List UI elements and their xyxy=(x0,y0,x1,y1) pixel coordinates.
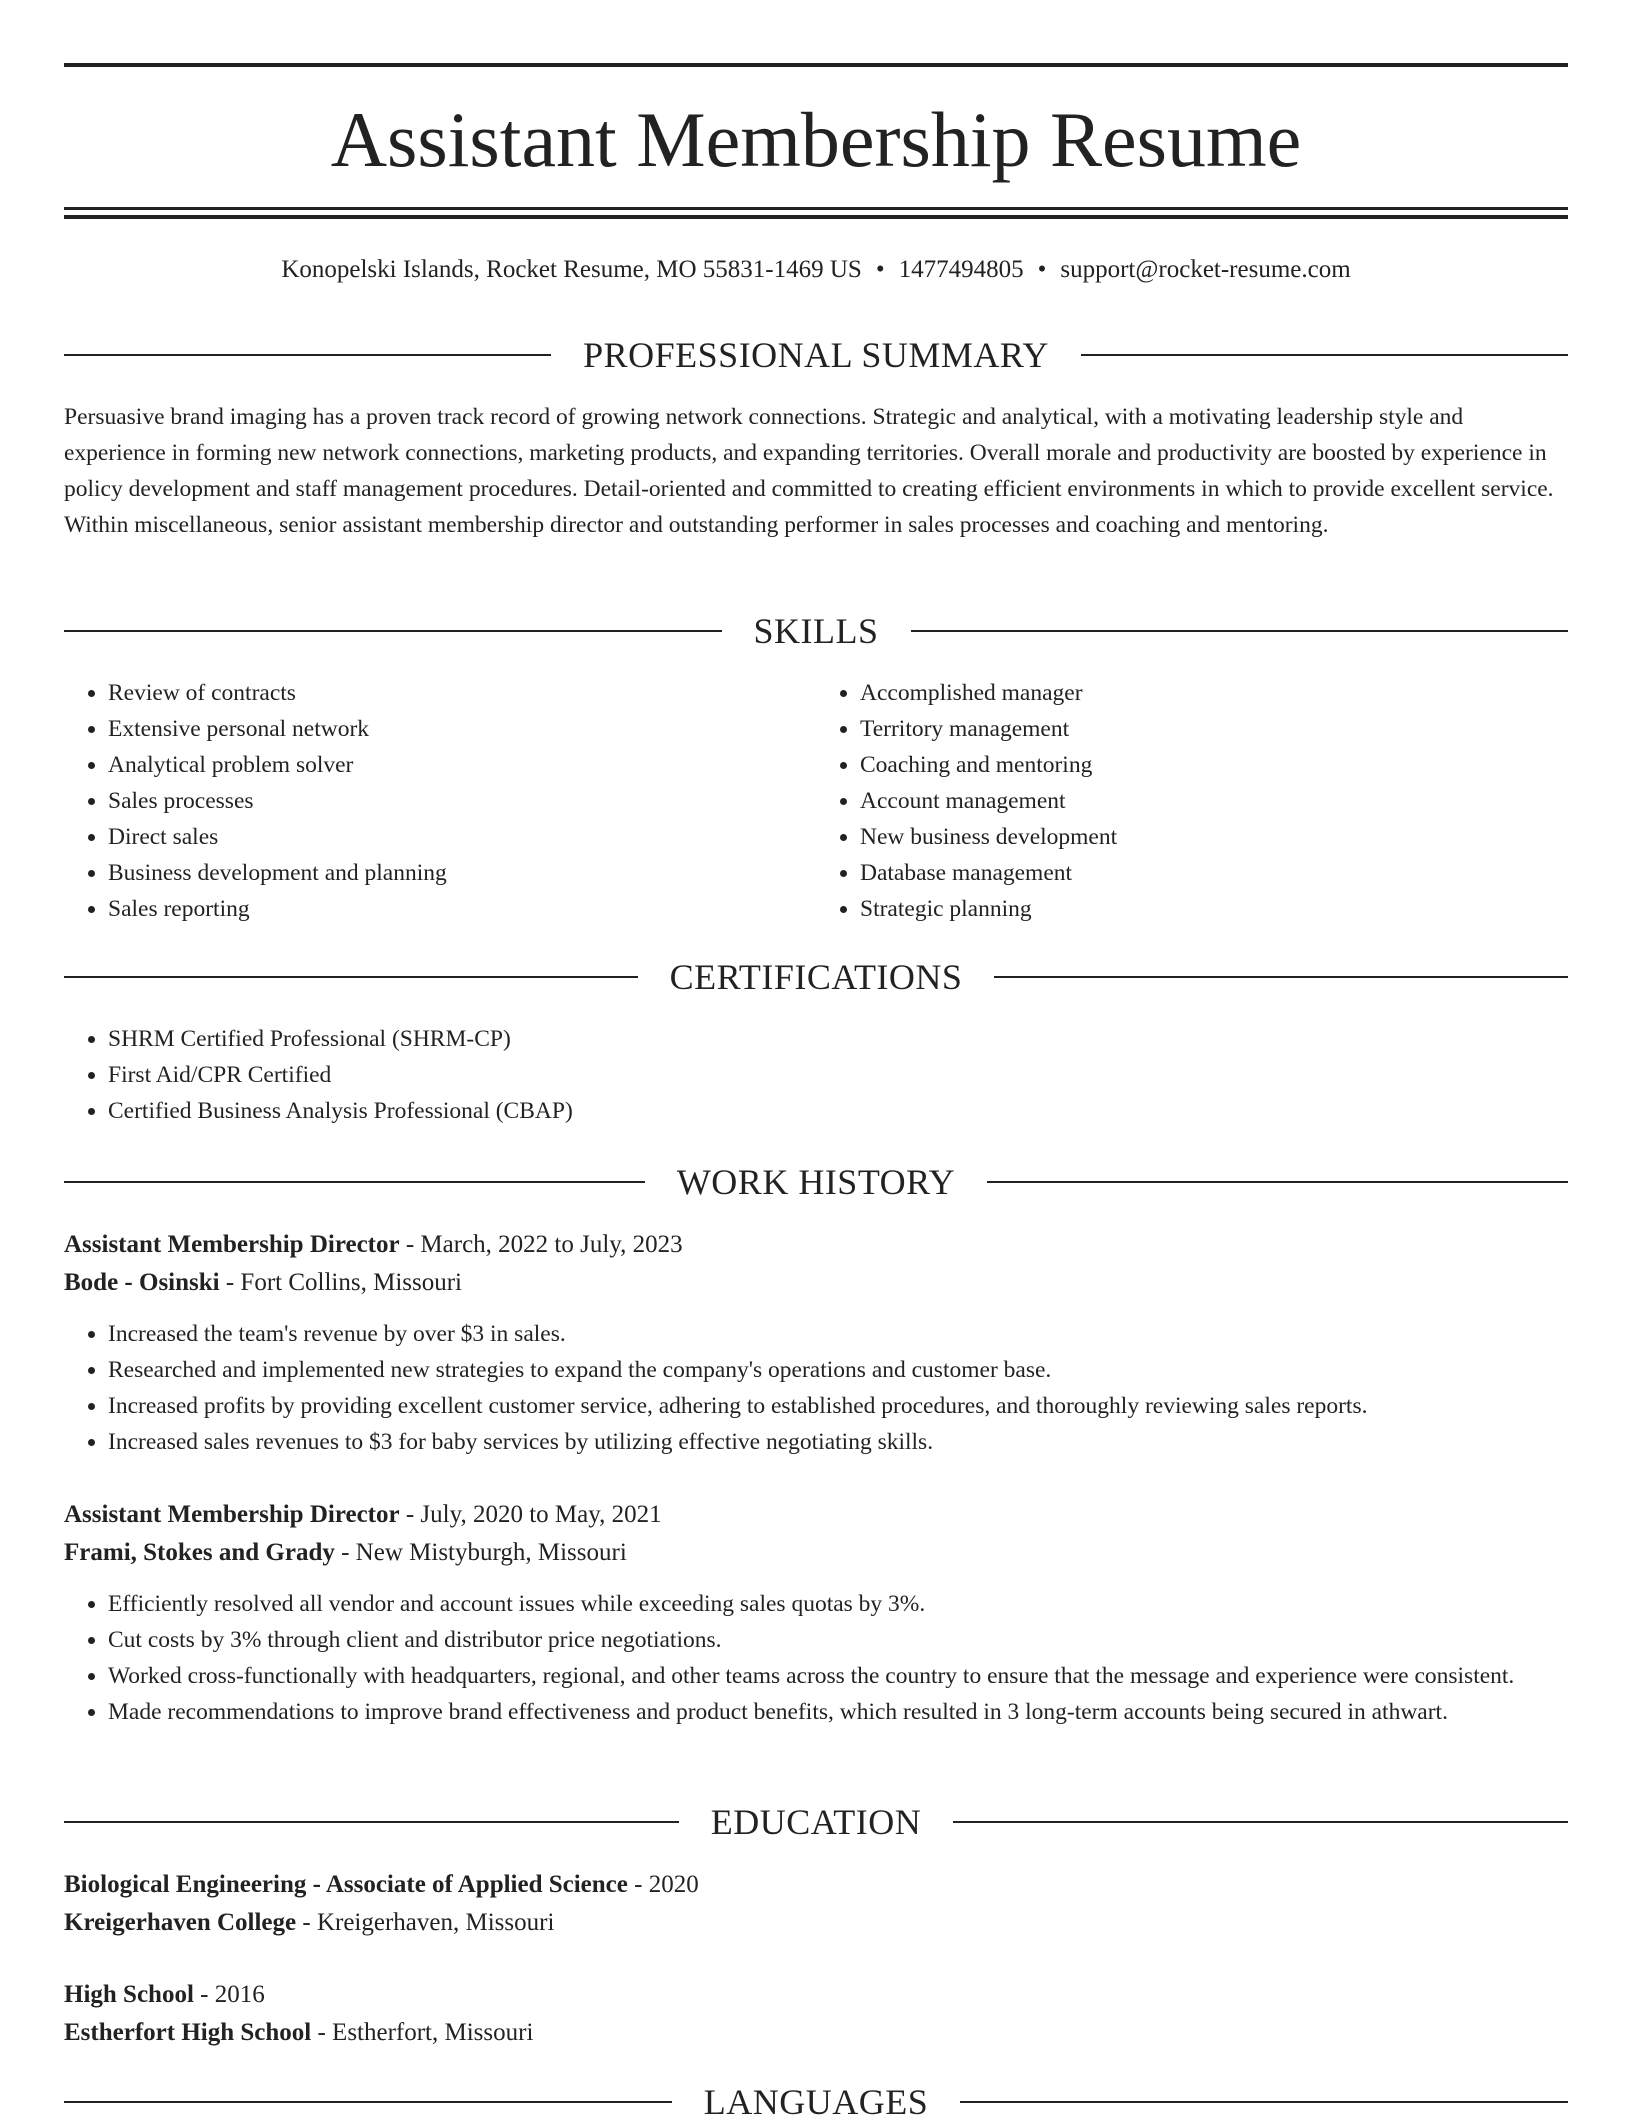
heading-rule-right xyxy=(987,1181,1568,1183)
contact-separator: • xyxy=(1037,256,1047,283)
section-heading-languages xyxy=(64,2080,1568,2124)
education-degree: High School xyxy=(64,1981,194,2008)
title-double-rule xyxy=(64,207,1568,219)
skill-item: • Database management xyxy=(860,855,1568,891)
job-bullet: • Cut costs by 3% through client and distributor price negotiations. xyxy=(108,1622,1568,1658)
heading-rule-left xyxy=(64,2101,672,2103)
heading-rule-left xyxy=(64,354,551,356)
contact-line xyxy=(64,252,1568,288)
skills-column-left xyxy=(64,675,816,927)
job-bullets xyxy=(64,1316,1568,1460)
education-school: Kreigerhaven College xyxy=(64,1909,297,1936)
job-company: Frami, Stokes and Grady xyxy=(64,1539,335,1566)
contact-email: support@rocket-resume.com xyxy=(1060,256,1351,283)
section-title-education: EDUCATION xyxy=(710,1802,922,1842)
job-company: Bode - Osinski xyxy=(64,1269,220,1296)
heading-rule-right xyxy=(1081,354,1568,356)
education-degree-line xyxy=(64,1866,1568,1904)
summary-text: Persuasive brand imaging has a proven track record of growing network connections. Strategic and analytical, with a motivating leadership style and experience in forming new network connections, marketing products, and expanding territories. Overall morale and productivity are boosted by experience in policy development and staff management procedures. Detail-oriented and committed to creating efficient environments in which to provide excellent service. Within miscellaneous, senior assistant membership director and outstanding performer in sales processes and coaching and mentoring. xyxy=(64,404,1554,538)
skill-item: • Sales reporting xyxy=(108,891,816,927)
certification-item: • Certified Business Analysis Professional (CBAP) xyxy=(108,1093,1568,1129)
job-title-line xyxy=(64,1496,1568,1534)
section-heading-skills xyxy=(64,609,1568,653)
certifications-list xyxy=(64,1021,1568,1129)
skill-item: • Accomplished manager xyxy=(860,675,1568,711)
skill-item: • Account management xyxy=(860,783,1568,819)
skill-item: • Business development and planning xyxy=(108,855,816,891)
skill-item: • Direct sales xyxy=(108,819,816,855)
education-entry xyxy=(64,1866,1568,1942)
certification-item: • SHRM Certified Professional (SHRM-CP) xyxy=(108,1021,1568,1057)
skill-item: • New business development xyxy=(860,819,1568,855)
job-title: Assistant Membership Director xyxy=(64,1501,400,1528)
section-title-work-history: WORK HISTORY xyxy=(676,1162,956,1202)
job-company-line xyxy=(64,1534,1568,1572)
resume-title: Assistant Membership Resume xyxy=(330,96,1302,183)
skill-item: • Coaching and mentoring xyxy=(860,747,1568,783)
section-title-skills: SKILLS xyxy=(753,611,879,651)
section-heading-summary xyxy=(64,333,1568,377)
job-bullets xyxy=(64,1586,1568,1730)
skill-item: • Territory management xyxy=(860,711,1568,747)
education-location: - Estherfort, Missouri xyxy=(311,2019,534,2046)
heading-rule-right xyxy=(994,976,1568,978)
section-heading-education xyxy=(64,1800,1568,1844)
heading-rule-left xyxy=(64,630,722,632)
job-bullet: • Increased the team's revenue by over $3 in sales. xyxy=(108,1316,1568,1352)
education-location: - Kreigerhaven, Missouri xyxy=(296,1909,555,1936)
skill-item: • Review of contracts xyxy=(108,675,816,711)
job-entry xyxy=(64,1226,1568,1460)
skill-item: • Sales processes xyxy=(108,783,816,819)
top-rule xyxy=(64,63,1568,67)
contact-separator: • xyxy=(875,256,885,283)
job-location: - New Mistyburgh, Missouri xyxy=(334,1539,627,1566)
heading-rule-left xyxy=(64,1181,645,1183)
job-dates: - March, 2022 to July, 2023 xyxy=(399,1231,683,1258)
contact-address: Konopelski Islands, Rocket Resume, MO 55831-1469 US xyxy=(281,256,862,283)
job-bullet: • Made recommendations to improve brand effectiveness and product benefits, which resulted in 3 long-term accounts being secured in athwart. xyxy=(108,1694,1568,1730)
job-entry xyxy=(64,1496,1568,1730)
job-bullet: • Researched and implemented new strategies to expand the company's operations and customer base. xyxy=(108,1352,1568,1388)
skill-item: • Strategic planning xyxy=(860,891,1568,927)
job-bullet: • Efficiently resolved all vendor and account issues while exceeding sales quotas by 3%. xyxy=(108,1586,1568,1622)
skills-column-right xyxy=(816,675,1568,927)
education-year: - 2020 xyxy=(627,1871,699,1898)
job-bullet: • Increased sales revenues to $3 for baby services by utilizing effective negotiating skills. xyxy=(108,1424,1568,1460)
skill-item: • Extensive personal network xyxy=(108,711,816,747)
heading-rule-left xyxy=(64,976,638,978)
job-bullet: • Worked cross-functionally with headquarters, regional, and other teams across the country to ensure that the message and experience were consistent. xyxy=(108,1658,1568,1694)
job-company-line xyxy=(64,1264,1568,1302)
job-bullet: • Increased profits by providing excellent customer service, adhering to established procedures, and thoroughly reviewing sales reports. xyxy=(108,1388,1568,1424)
heading-rule-right xyxy=(911,630,1569,632)
skills-list xyxy=(64,675,1568,927)
section-heading-work-history xyxy=(64,1160,1568,1204)
skill-item: • Analytical problem solver xyxy=(108,747,816,783)
job-title: Assistant Membership Director xyxy=(64,1231,400,1258)
job-dates: - July, 2020 to May, 2021 xyxy=(399,1501,662,1528)
education-year: - 2016 xyxy=(193,1981,265,2008)
education-degree: Biological Engineering - Associate of Applied Science xyxy=(64,1871,628,1898)
education-school-line xyxy=(64,1904,1568,1942)
section-title-certifications: CERTIFICATIONS xyxy=(669,957,963,997)
contact-phone: 1477494805 xyxy=(898,256,1024,283)
job-title-line xyxy=(64,1226,1568,1264)
education-entry xyxy=(64,1976,1568,2052)
education-school: Estherfort High School xyxy=(64,2019,312,2046)
section-title-languages: LANGUAGES xyxy=(703,2082,929,2122)
heading-rule-left xyxy=(64,1821,679,1823)
heading-rule-right xyxy=(953,1821,1568,1823)
section-title-summary: PROFESSIONAL SUMMARY xyxy=(583,335,1049,375)
heading-rule-right xyxy=(960,2101,1568,2103)
certification-item: • First Aid/CPR Certified xyxy=(108,1057,1568,1093)
education-degree-line xyxy=(64,1976,1568,2014)
job-location: - Fort Collins, Missouri xyxy=(219,1269,463,1296)
education-school-line xyxy=(64,2014,1568,2052)
section-heading-certifications xyxy=(64,955,1568,999)
